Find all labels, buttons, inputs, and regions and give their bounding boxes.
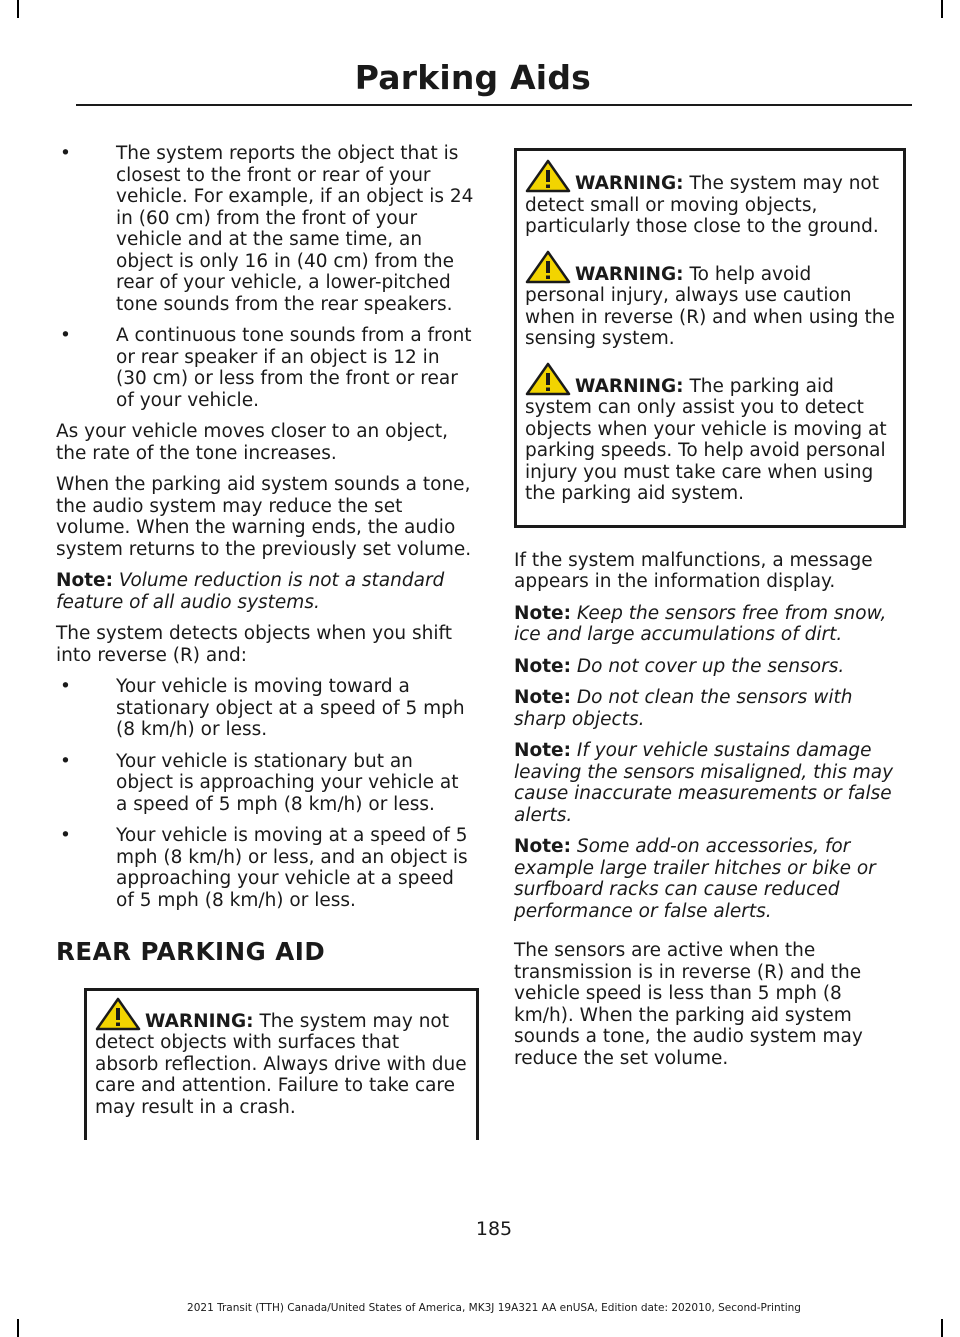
bullet-text: Your vehicle is stationary but an object is approaching your vehicle at a speed of 5 mph (8 km/h) or less. [116, 750, 459, 815]
bullet-item [56, 751, 474, 816]
page-header-title: Parking Aids [354, 58, 591, 97]
crop-mark-bottom-left [17, 1319, 19, 1337]
bullet-dot: • [60, 143, 71, 164]
crop-mark-top-left [17, 0, 19, 18]
warning-box [84, 988, 479, 1141]
warning-label: WARNING: [575, 173, 684, 194]
note-label: Note: [514, 687, 571, 708]
warning-text: To help avoid personal injury, always use caution when in reverse (R) and when using the sensing system. [525, 263, 895, 349]
paragraph: As your vehicle moves closer to an object, the rate of the tone increases. [56, 421, 449, 464]
bullet-text: Your vehicle is moving at a speed of 5 mph (8 km/h) or less, and an object is approaching your vehicle at a speed of 5 mph (8 km/h) or less. [116, 825, 468, 911]
bullet-dot: • [60, 825, 71, 846]
note-text: Do not cover up the sensors. [576, 655, 845, 677]
warning-box [514, 148, 906, 528]
warning-label: WARNING: [575, 375, 684, 397]
bullet-text: Your vehicle is moving toward a stationary object at a speed of 5 mph (8 km/h) or less. [116, 676, 465, 740]
warning-text: The system may not detect objects with surfaces that absorb reflection. Always drive with due care and attention. Failure to take care may result in a crash. [95, 1010, 467, 1118]
note-label: Note: [514, 602, 571, 624]
note [514, 740, 906, 826]
note-text: Do not clean the sensors with sharp objects. [514, 687, 853, 730]
warning-label: WARNING: [145, 1010, 254, 1032]
bullet-dot: • [60, 325, 71, 346]
bullet-text: A continuous tone sounds from a front or rear speaker if an object is 12 in (30 cm) or less from the front or rear of your vehicle. [116, 325, 472, 411]
page-number: 185 [475, 1218, 513, 1240]
note-text: Volume reduction is not a standard feature of all audio systems. [56, 570, 445, 613]
note-label: Note: [56, 570, 113, 591]
warning-item [525, 250, 895, 350]
paragraph: The sensors are active when the transmission is in reverse (R) and the vehicle speed is less than 5 mph (8 km/h). When the parking aid system sounds a tone, the audio system may reduce the set volume. [514, 940, 863, 1069]
note-label: Note: [514, 836, 571, 857]
header-rule [76, 104, 912, 106]
bullet-text: The system reports the object that is closest to the front or rear of your vehicle. For example, if an object is 24 in (60 cm) from the front of your vehicle and at the same time, an object is only 16 in (40 cm) from the rear of your vehicle, a lower-pitched tone sounds from the rear speakers. [116, 143, 474, 315]
bullet-item [56, 143, 474, 315]
bullet-item [56, 325, 474, 411]
bullet-item [56, 676, 474, 741]
bullet-dot: • [60, 676, 71, 697]
left-column [56, 143, 474, 1140]
bullet-dot: • [60, 750, 71, 772]
warning-label: WARNING: [575, 263, 684, 285]
bullet-item [56, 825, 474, 911]
note [56, 570, 474, 613]
warning-triangle-icon [95, 997, 141, 1031]
warning-item [525, 362, 895, 505]
warning-text: The system may not detect small or moving objects, particularly those close to the ground. [525, 173, 880, 237]
note-text: If your vehicle sustains damage leaving the sensors misaligned, this may cause inaccurate measurements or false alerts. [514, 740, 894, 826]
paragraph: If the system malfunctions, a message appears in the information display. [514, 549, 873, 592]
warning-text: The parking aid system can only assist you to detect objects when your vehicle is moving at parking speeds. To help avoid personal injury you must take care when using the parking aid system. [525, 375, 887, 504]
section-heading: REAR PARKING AID [56, 937, 326, 966]
warning-triangle-icon [525, 362, 571, 396]
crop-mark-bottom-right [941, 1319, 943, 1337]
crop-mark-top-right [941, 0, 943, 18]
note [514, 836, 906, 922]
right-column [514, 148, 906, 1079]
note-text: Some add-on accessories, for example large trailer hitches or bike or surfboard racks can cause reduced performance or false alerts. [514, 836, 876, 922]
warning-item [525, 159, 895, 238]
note-label: Note: [514, 740, 571, 761]
warning-triangle-icon [525, 159, 571, 193]
warning-triangle-icon [525, 250, 571, 284]
note [514, 603, 906, 646]
warning-item [95, 997, 468, 1119]
paragraph: The system detects objects when you shift into reverse (R) and: [56, 623, 452, 666]
page-footer: 2021 Transit (TTH) Canada/United States of America, MK3J 19A321 AA enUSA, Edition date: 202010, Second-Printing [187, 1302, 801, 1314]
note-text: Keep the sensors free from snow, ice and large accumulations of dirt. [514, 602, 887, 645]
paragraph: When the parking aid system sounds a tone, the audio system may reduce the set volume. When the warning ends, the audio system returns to the previously set volume. [56, 474, 472, 560]
note-label: Note: [514, 655, 571, 677]
note [514, 656, 906, 678]
note [514, 687, 906, 730]
